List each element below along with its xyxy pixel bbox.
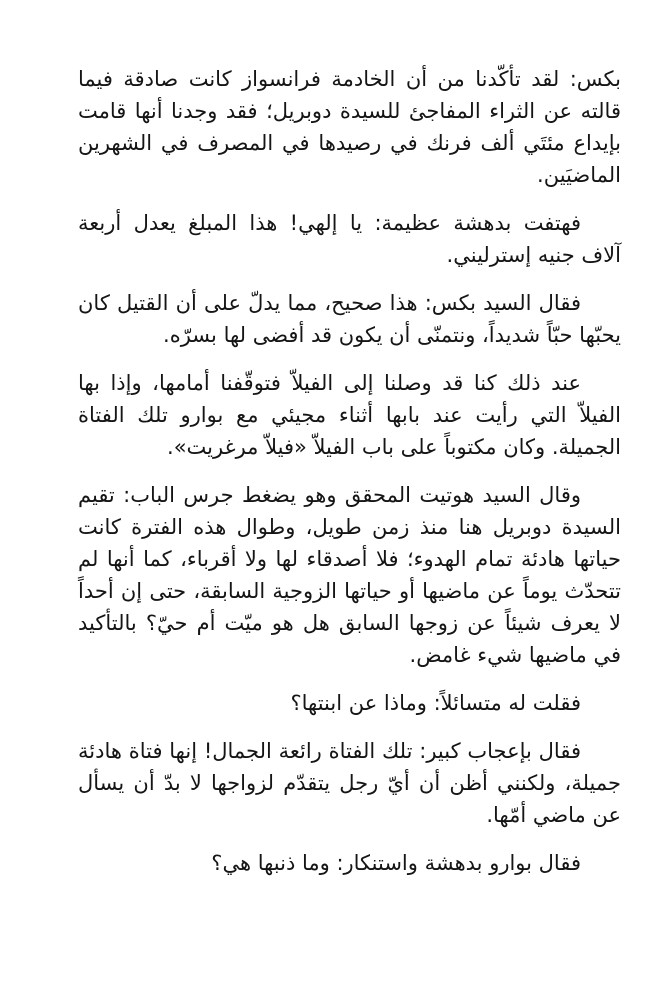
paragraph: فهتفت بدهشة عظيمة: يا إلهي! هذا المبلغ يعدل أربعة آلاف جنيه إسترليني. bbox=[78, 211, 621, 267]
paragraph: فقال بإعجاب كبير: تلك الفتاة رائعة الجمال! إنها فتاة هادئة جميلة، ولكنني أظن أن أيّ رجل يتقدّم لزواجها لا بدّ أن يسأل عن ماضي أمّها. bbox=[78, 739, 621, 827]
paragraph: فقلت له متسائلاً: وماذا عن ابنتها؟ bbox=[290, 691, 581, 715]
paragraph: فقال بوارو بدهشة واستنكار: وما ذنبها هي؟ bbox=[211, 851, 581, 875]
paragraph: وقال السيد هوتيت المحقق وهو يضغط جرس الباب: تقيم السيدة دوبريل هنا منذ زمن طويل، وطوال هذه الفترة كانت حياتها هادئة تمام الهدوء؛ فلا أصدقاء لها ولا أقرباء، كما أنها لم تتحدّث يوماً عن ماضيها أو حياتها الزوجية السابقة، حتى إن أحداً لا يعرف شيئاً عن زوجها السابق هل هو ميّت أم حيّ؟ بالتأكيد في ماضيها شيء غامض. bbox=[78, 483, 621, 667]
paragraph: عند ذلك كنا قد وصلنا إلى الفيلاّ فتوقّفنا أمامها، وإذا بها الفيلاّ التي رأيت عند بابها أثناء مجيئي مع بوارو تلك الفتاة الجميلة. وكان مكتوباً على باب الفيلاّ «فيلاّ مرغريت». bbox=[78, 371, 621, 459]
paragraph: بكس: لقد تأكّدنا من أن الخادمة فرانسواز كانت صادقة فيما قالته عن الثراء المفاجئ للسيدة دوبريل؛ فقد وجدنا أنها قامت بإيداع مئتَي ألف فرنك في رصيدها في المصرف في الشهرين الماضيَين. bbox=[78, 67, 621, 187]
paragraph: فقال السيد بكس: هذا صحيح، مما يدلّ على أن القتيل كان يحبّها حبّاً شديداً، ونتمنّى أن يكون قد أفضى لها بسرّه. bbox=[78, 291, 621, 347]
page-text bbox=[78, 63, 621, 895]
